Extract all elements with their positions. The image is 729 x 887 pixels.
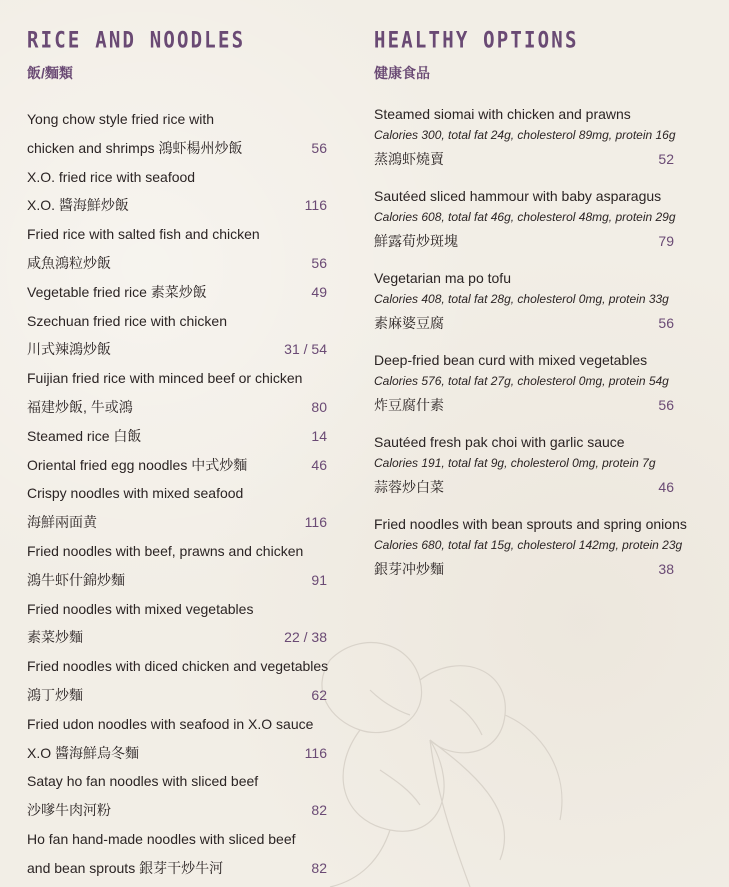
menu-line	[27, 335, 329, 364]
dish-name: Yong chow style fried rice with	[27, 111, 215, 127]
dish-name: 鴻牛虾什錦炒麵	[27, 571, 125, 588]
dish-price	[327, 479, 329, 508]
menu-item	[374, 267, 704, 336]
nutrition-info: Calories 608, total fat 46g, cholesterol 48mg, protein 29g	[374, 210, 676, 224]
dish-price: 49	[311, 283, 327, 300]
dish-price	[327, 307, 329, 336]
nutrition-info: Calories 576, total fat 27g, cholesterol 0mg, protein 54g	[374, 374, 669, 388]
dish-price: 80	[311, 398, 327, 415]
menu-line	[27, 191, 329, 220]
dish-name: 海鮮兩面黄	[27, 514, 97, 531]
section-subtitle: 飯/麵類	[27, 65, 73, 81]
dish-name: Fried noodles with bean sprouts and spring onions	[374, 516, 687, 532]
dish-name: Sautéed fresh pak choi with garlic sauce	[374, 434, 625, 450]
nutrition-info: Calories 191, total fat 9g, cholesterol 0mg, protein 7g	[374, 456, 656, 470]
menu-item	[374, 513, 704, 582]
dish-price: 79	[658, 233, 674, 249]
dish-price	[327, 767, 329, 796]
healthy-options-list	[374, 103, 704, 582]
dish-name: chicken and shrimps 鴻虾楊州炒飯	[27, 139, 243, 156]
dish-price: 56	[311, 139, 327, 156]
menu-line	[27, 422, 329, 451]
dish-name: and bean sprouts 銀芽干炒牛河	[27, 859, 224, 876]
section-title: RICE AND NOODLES	[27, 28, 246, 54]
dish-price	[327, 220, 329, 249]
menu-line	[27, 537, 329, 566]
menu-line	[27, 595, 329, 624]
menu-line	[27, 854, 329, 883]
dish-price: 31 / 54	[284, 341, 327, 358]
dish-price: 91	[311, 571, 327, 588]
dish-name: Sautéed sliced hammour with baby asparagus	[374, 188, 662, 204]
dish-chinese-name: 炸豆腐什素	[374, 397, 444, 413]
menu-line	[27, 278, 329, 307]
dish-price: 46	[311, 456, 327, 473]
menu-item	[374, 185, 704, 254]
dish-name: Fried udon noodles with seafood in X.O sauce	[27, 715, 314, 732]
dish-name: 素菜炒麵	[27, 629, 83, 646]
dish-price: 82	[311, 802, 327, 819]
dish-price: 82	[311, 859, 327, 876]
dish-price: 46	[658, 479, 674, 495]
dish-name: Szechuan fried rice with chicken	[27, 312, 227, 329]
dish-chinese-name: 蒜蓉炒白菜	[374, 479, 444, 495]
menu-item	[374, 103, 704, 172]
menu-line	[27, 825, 329, 854]
menu-line	[27, 623, 329, 652]
dish-name: X.O. fried rice with seafood	[27, 168, 196, 185]
menu-line	[27, 681, 329, 710]
dish-chinese-row	[374, 228, 704, 254]
dish-name: Fried noodles with beef, prawns and chicken	[27, 542, 304, 559]
menu-line	[27, 566, 329, 595]
dish-price: 56	[311, 254, 327, 271]
dish-name: Vegetable fried rice 素菜炒飯	[27, 283, 207, 300]
dish-price: 116	[304, 514, 327, 531]
dish-name: Satay ho fan noodles with sliced beef	[27, 773, 259, 790]
dish-name: Fried noodles with diced chicken and vegetables	[27, 658, 329, 675]
dish-name: Steamed rice 白飯	[27, 427, 142, 444]
dish-name: X.O. 醬海鮮炒飯	[27, 197, 129, 214]
dish-name: Crispy noodles with mixed seafood	[27, 485, 244, 502]
dish-price: 116	[304, 744, 327, 761]
menu-line	[27, 134, 329, 163]
dish-price: 22 / 38	[284, 629, 327, 646]
menu-line	[27, 393, 329, 422]
dish-name: 鴻丁炒麵	[27, 686, 83, 703]
nutrition-info: Calories 680, total fat 15g, cholesterol 142mg, protein 23g	[374, 538, 683, 552]
dish-price	[327, 105, 329, 134]
dish-price	[327, 825, 329, 854]
dish-price: 56	[658, 315, 674, 331]
menu-line	[27, 451, 329, 480]
dish-name: Vegetarian ma po tofu	[374, 270, 511, 286]
dish-price	[327, 710, 329, 739]
dish-chinese-row	[374, 310, 704, 336]
dish-chinese-row	[374, 146, 704, 172]
dish-price: 38	[658, 561, 674, 577]
dish-name: Oriental fried egg noodles 中式炒麵	[27, 456, 248, 473]
dish-price	[327, 537, 329, 566]
dish-chinese-row	[374, 556, 704, 582]
section-subtitle: 健康食品	[374, 65, 430, 81]
menu-item	[374, 349, 704, 418]
menu-line	[27, 249, 329, 278]
menu-line	[27, 652, 329, 681]
menu-line	[27, 364, 329, 393]
section-title: HEALTHY OPTIONS	[374, 28, 579, 54]
menu-line	[27, 479, 329, 508]
dish-name: 沙嗲牛肉河粉	[27, 802, 111, 819]
rice-and-noodles-column	[27, 28, 329, 883]
dish-price: 52	[658, 151, 674, 167]
dish-chinese-name: 鮮露荀炒斑塊	[374, 233, 458, 249]
dish-price	[327, 595, 329, 624]
dish-name: X.O 醬海鮮烏冬麵	[27, 744, 140, 761]
menu-line	[27, 710, 329, 739]
dish-chinese-name: 蒸鴻虾燒賣	[374, 151, 444, 167]
dish-name: 福建炒飯, 牛或鴻	[27, 398, 133, 415]
dish-name: Ho fan hand-made noodles with sliced beef	[27, 830, 296, 847]
dish-price: 116	[304, 197, 327, 214]
rice-and-noodles-list	[27, 105, 329, 883]
menu-line	[27, 163, 329, 192]
dish-chinese-row	[374, 392, 704, 418]
dish-chinese-name: 銀芽冲炒麵	[374, 561, 444, 577]
dish-chinese-name: 素麻婆豆腐	[374, 315, 444, 331]
dish-price: 62	[311, 686, 327, 703]
healthy-options-column	[374, 28, 704, 595]
menu-line	[27, 739, 329, 768]
dish-name: Steamed siomai with chicken and prawns	[374, 106, 631, 122]
menu-item	[374, 431, 704, 500]
dish-price	[328, 652, 330, 681]
dish-name: Fried noodles with mixed vegetables	[27, 600, 254, 617]
dish-price: 14	[311, 427, 327, 444]
dish-name: 咸魚鴻粒炒飯	[27, 254, 111, 271]
dish-name: 川式辣鴻炒飯	[27, 341, 111, 358]
dish-name: Fuijian fried rice with minced beef or chicken	[27, 370, 303, 387]
dish-chinese-row	[374, 474, 704, 500]
nutrition-info: Calories 300, total fat 24g, cholesterol 89mg, protein 16g	[374, 128, 676, 142]
menu-line	[27, 796, 329, 825]
menu-line	[27, 307, 329, 336]
nutrition-info: Calories 408, total fat 28g, cholesterol 0mg, protein 33g	[374, 292, 669, 306]
dish-name: Fried rice with salted fish and chicken	[27, 226, 260, 243]
menu-line	[27, 220, 329, 249]
dish-price	[327, 163, 329, 192]
dish-name: Deep-fried bean curd with mixed vegetables	[374, 352, 648, 368]
dish-price: 56	[658, 397, 674, 413]
menu-line	[27, 105, 329, 134]
dish-price	[327, 364, 329, 393]
menu-line	[27, 508, 329, 537]
menu-line	[27, 767, 329, 796]
